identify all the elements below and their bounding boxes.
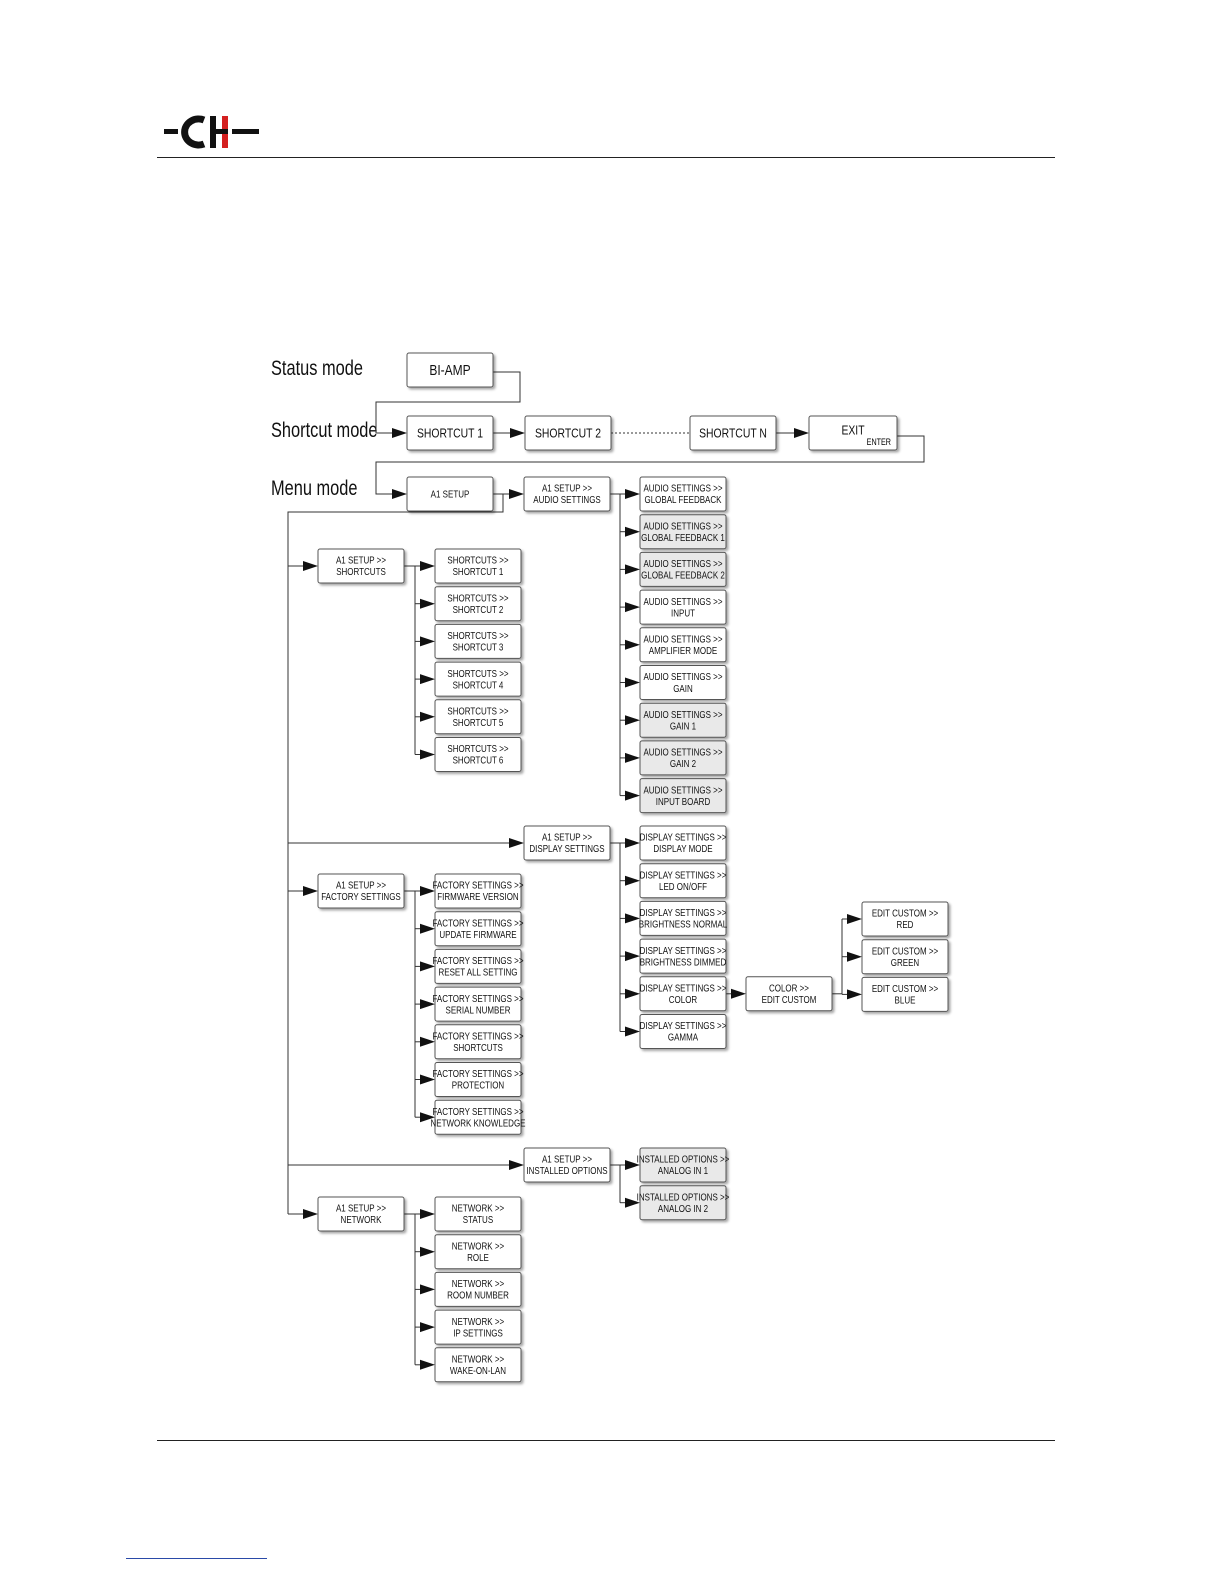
audio-item-3: [640, 552, 726, 586]
audio-item-2-label: AUDIO SETTINGS >>: [643, 520, 723, 532]
arrow-head-icon: [625, 951, 640, 961]
custom-item-3: [862, 977, 948, 1011]
shortcut-item-6-label: SHORTCUTS >>: [447, 743, 509, 755]
factory-item-1-label: FIRMWARE VERSION: [437, 891, 519, 903]
audio-branch-line: [610, 494, 620, 796]
arrow-head-icon: [509, 1160, 524, 1170]
factory-item-2-label: UPDATE FIRMWARE: [439, 929, 517, 941]
factory-item-7-label: NETWORK KNOWLEDGE: [430, 1117, 526, 1129]
network-box: [318, 1197, 404, 1231]
shortcut-item-4-label: SHORTCUTS >>: [447, 668, 509, 680]
arrow-head-icon: [420, 712, 435, 722]
installed-options-box: [524, 1148, 610, 1182]
display-item-2: [640, 864, 727, 898]
network-item-3-label: NETWORK >>: [451, 1278, 505, 1290]
arrow-head-icon: [420, 1322, 435, 1332]
shortcuts-branch-line: [404, 566, 415, 755]
shortcuts-box-label: A1 SETUP >>: [335, 554, 387, 566]
shortcut-item-4-label: SHORTCUT 4: [452, 679, 504, 691]
arrow-head-icon: [303, 886, 318, 896]
custom-item-2: [862, 940, 948, 974]
status-mode-label: Status mode: [271, 357, 363, 380]
shortcut-item-2-label: SHORTCUTS >>: [447, 592, 509, 604]
factory-item-1-label: FACTORY SETTINGS >>: [432, 879, 524, 891]
factory-item-3-label: FACTORY SETTINGS >>: [432, 955, 524, 967]
audio-item-7: [640, 703, 726, 737]
display-settings-box-label: DISPLAY SETTINGS: [529, 843, 605, 855]
network-item-1-label: NETWORK >>: [451, 1202, 505, 1214]
network-item-4-label: IP SETTINGS: [453, 1327, 503, 1339]
custom-item-1-label: RED: [896, 919, 914, 931]
arrow-head-icon: [420, 674, 435, 684]
installed-options-box-label: A1 SETUP >>: [541, 1153, 593, 1165]
display-item-1-label: DISPLAY SETTINGS >>: [639, 831, 727, 843]
custom-item-1-label: EDIT CUSTOM >>: [871, 907, 939, 919]
arrow-head-icon: [847, 952, 862, 962]
factory-branch-line: [404, 891, 415, 1117]
color-edit-custom-box: [746, 977, 832, 1011]
network-item-1: [435, 1197, 521, 1231]
installed-item-2-label: ANALOG IN 2: [657, 1203, 709, 1215]
factory-item-6: [432, 1063, 523, 1097]
network-item-5-label: WAKE-ON-LAN: [449, 1365, 507, 1377]
exit-box: [809, 416, 897, 450]
factory-item-4-label: SERIAL NUMBER: [445, 1004, 511, 1016]
display-item-3: [639, 901, 727, 935]
installed-item-1: [637, 1148, 730, 1182]
arrow-head-icon: [625, 678, 640, 688]
audio-item-2: [640, 515, 726, 549]
shortcut-item-5-label: SHORTCUT 5: [452, 717, 504, 729]
shortcuts-box-label: SHORTCUTS: [336, 566, 386, 578]
arrow-head-icon: [420, 750, 435, 760]
installed-item-1-label: INSTALLED OPTIONS >>: [636, 1153, 730, 1165]
display-item-4-label: BRIGHTNESS DIMMED: [639, 956, 727, 968]
display-item-5-label: COLOR: [668, 994, 698, 1006]
arrow-head-icon: [625, 876, 640, 886]
shortcut-item-5: [435, 700, 521, 734]
display-item-2-label: DISPLAY SETTINGS >>: [639, 869, 727, 881]
menu-mode-label: Menu mode: [271, 477, 358, 500]
arrow-head-icon: [509, 838, 524, 848]
network-item-5-label: NETWORK >>: [451, 1353, 505, 1365]
network-item-3: [435, 1272, 521, 1306]
arrow-head-icon: [847, 989, 862, 999]
factory-item-1: [432, 874, 523, 908]
factory-settings-box-label: FACTORY SETTINGS: [321, 891, 401, 903]
network-item-3-label: ROOM NUMBER: [447, 1289, 509, 1301]
factory-item-5: [432, 1025, 523, 1059]
display-settings-box-label: A1 SETUP >>: [541, 831, 593, 843]
display-branch-line: [610, 843, 620, 1032]
audio-item-9-label: AUDIO SETTINGS >>: [643, 784, 723, 796]
factory-item-3: [432, 949, 523, 983]
audio-item-3-label: GLOBAL FEEDBACK 2: [641, 569, 725, 581]
network-item-2-label: NETWORK >>: [451, 1240, 505, 1252]
installed-branch-line: [610, 1165, 620, 1203]
audio-item-3-label: AUDIO SETTINGS >>: [643, 558, 723, 570]
network-branch-line: [404, 1214, 415, 1365]
display-settings-box: [524, 826, 610, 860]
a1-setup-box: [407, 477, 493, 511]
shortcuts-box: [318, 549, 404, 583]
custom-item-3-label: EDIT CUSTOM >>: [871, 983, 939, 995]
installed-item-2: [637, 1186, 730, 1220]
arrow-head-icon: [625, 527, 640, 537]
exit-box-sublabel: ENTER: [866, 437, 891, 448]
arrow-head-icon: [625, 602, 640, 612]
installed-options-box-label: INSTALLED OPTIONS: [526, 1165, 608, 1177]
audio-item-6-label: AUDIO SETTINGS >>: [643, 671, 723, 683]
shortcut-item-5-label: SHORTCUTS >>: [447, 705, 509, 717]
custom-item-3-label: BLUE: [894, 994, 916, 1006]
arrow-head-icon: [625, 838, 640, 848]
color-edit-custom-box-label: COLOR >>: [769, 982, 809, 994]
shortcut-item-3: [435, 624, 521, 658]
arrow-head-icon: [392, 428, 407, 438]
custom-item-2-label: EDIT CUSTOM >>: [871, 945, 939, 957]
network-item-5: [435, 1348, 521, 1382]
audio-item-5-label: AUDIO SETTINGS >>: [643, 633, 723, 645]
audio-item-9-label: INPUT BOARD: [655, 796, 711, 808]
bi-amp-box: [407, 353, 493, 387]
audio-item-1-label: AUDIO SETTINGS >>: [643, 482, 723, 494]
shortcut-item-1-label: SHORTCUTS >>: [447, 554, 509, 566]
custom-item-1: [862, 902, 948, 936]
audio-item-1-label: GLOBAL FEEDBACK: [644, 494, 722, 506]
shortcut-item-3-label: SHORTCUTS >>: [447, 630, 509, 642]
arrow-head-icon: [625, 564, 640, 574]
audio-item-4: [640, 590, 726, 624]
audio-item-8: [640, 741, 726, 775]
arrow-head-icon: [303, 561, 318, 571]
factory-item-2: [432, 912, 523, 946]
arrow-head-icon: [625, 715, 640, 725]
display-item-6-label: GAMMA: [667, 1031, 699, 1043]
shortcut-n-box: [690, 416, 776, 450]
arrow-head-icon: [420, 1284, 435, 1294]
factory-item-4-label: FACTORY SETTINGS >>: [432, 993, 524, 1005]
factory-item-7-label: FACTORY SETTINGS >>: [432, 1106, 524, 1118]
shortcut-2-box: [525, 416, 611, 450]
footer-rule: [157, 1440, 1055, 1441]
arrow-head-icon: [510, 428, 525, 438]
arrow-head-icon: [731, 989, 746, 999]
display-item-6: [640, 1015, 727, 1049]
shortcut-item-2: [435, 587, 521, 621]
audio-item-8-label: AUDIO SETTINGS >>: [643, 746, 723, 758]
arrow-head-icon: [303, 1209, 318, 1219]
factory-item-2-label: FACTORY SETTINGS >>: [432, 917, 524, 929]
audio-item-7-label: GAIN 1: [669, 720, 697, 732]
factory-item-7: [430, 1100, 525, 1134]
display-item-1: [640, 826, 727, 860]
display-item-2-label: LED ON/OFF: [659, 881, 707, 893]
audio-item-1: [640, 477, 726, 511]
shortcut-item-6: [435, 738, 521, 772]
arrow-head-icon: [625, 1027, 640, 1037]
arrow-head-icon: [625, 640, 640, 650]
display-item-3-label: DISPLAY SETTINGS >>: [639, 907, 727, 919]
factory-item-6-label: PROTECTION: [451, 1079, 505, 1091]
installed-item-1-label: ANALOG IN 1: [657, 1165, 709, 1177]
network-item-4: [435, 1310, 521, 1344]
shortcut-item-2-label: SHORTCUT 2: [452, 604, 504, 616]
factory-settings-box-label: A1 SETUP >>: [335, 879, 387, 891]
audio-settings-box-label: AUDIO SETTINGS: [533, 494, 601, 506]
network-item-1-label: STATUS: [462, 1214, 494, 1226]
arrow-head-icon: [847, 914, 862, 924]
audio-settings-box-label: A1 SETUP >>: [541, 482, 593, 494]
arrow-head-icon: [420, 1209, 435, 1219]
factory-settings-box: [318, 874, 404, 908]
audio-item-7-label: AUDIO SETTINGS >>: [643, 709, 723, 721]
shortcut-1-box-label: SHORTCUT 1: [416, 426, 484, 441]
shortcut-1-box: [407, 416, 493, 450]
arrow-head-icon: [625, 989, 640, 999]
footer-link-underline: [126, 1558, 267, 1559]
display-item-1-label: DISPLAY MODE: [653, 843, 713, 855]
exit-box-label: EXIT: [841, 423, 865, 438]
network-box-label: NETWORK: [340, 1214, 382, 1226]
audio-item-6-label: GAIN: [673, 682, 693, 694]
display-item-5-label: DISPLAY SETTINGS >>: [639, 982, 727, 994]
network-box-label: A1 SETUP >>: [335, 1202, 387, 1214]
audio-item-9: [640, 779, 726, 813]
factory-item-3-label: RESET ALL SETTING: [438, 966, 518, 978]
arrow-head-icon: [420, 1247, 435, 1257]
custom-item-2-label: GREEN: [890, 957, 920, 969]
factory-item-5-label: FACTORY SETTINGS >>: [432, 1030, 524, 1042]
audio-item-4-label: AUDIO SETTINGS >>: [643, 596, 723, 608]
shortcut-item-4: [435, 662, 521, 696]
network-item-4-label: NETWORK >>: [451, 1316, 505, 1328]
arrow-head-icon: [420, 1360, 435, 1370]
display-item-3-label: BRIGHTNESS NORMAL: [638, 918, 728, 930]
factory-item-5-label: SHORTCUTS: [453, 1042, 503, 1054]
network-item-2-label: ROLE: [467, 1252, 489, 1264]
audio-item-6: [640, 666, 726, 700]
display-item-4-label: DISPLAY SETTINGS >>: [639, 945, 727, 957]
arrow-head-icon: [794, 428, 809, 438]
audio-item-8-label: GAIN 2: [669, 758, 697, 770]
arrow-head-icon: [625, 791, 640, 801]
audio-item-2-label: GLOBAL FEEDBACK 1: [641, 532, 725, 544]
shortcut-mode-label: Shortcut mode: [271, 419, 378, 442]
arrow-head-icon: [625, 913, 640, 923]
shortcut-n-box-label: SHORTCUT N: [699, 426, 767, 441]
installed-item-2-label: INSTALLED OPTIONS >>: [636, 1191, 730, 1203]
shortcut-item-3-label: SHORTCUT 3: [452, 641, 504, 653]
display-item-6-label: DISPLAY SETTINGS >>: [639, 1020, 727, 1032]
audio-settings-box: [524, 477, 610, 511]
arrow-head-icon: [420, 599, 435, 609]
arrow-head-icon: [420, 636, 435, 646]
arrow-head-icon: [392, 489, 407, 499]
audio-item-5-label: AMPLIFIER MODE: [648, 645, 718, 657]
display-item-4: [640, 939, 727, 973]
audio-item-4-label: INPUT: [671, 607, 695, 619]
shortcut-2-box-label: SHORTCUT 2: [534, 426, 602, 441]
shortcut-item-1: [435, 549, 521, 583]
arrow-head-icon: [625, 753, 640, 763]
arrow-head-icon: [420, 561, 435, 571]
bi-amp-box-label: BI-AMP: [429, 361, 471, 379]
shortcut-item-6-label: SHORTCUT 6: [452, 754, 504, 766]
color-edit-custom-box-label: EDIT CUSTOM: [761, 994, 817, 1006]
display-item-5: [640, 977, 727, 1011]
a1-setup-box-label: A1 SETUP: [430, 488, 470, 500]
factory-item-4: [432, 987, 523, 1021]
network-item-2: [435, 1235, 521, 1269]
arrow-head-icon: [509, 489, 524, 499]
shortcut-item-1-label: SHORTCUT 1: [452, 566, 504, 578]
arrow-head-icon: [625, 489, 640, 499]
audio-item-5: [640, 628, 726, 662]
factory-item-6-label: FACTORY SETTINGS >>: [432, 1068, 524, 1080]
